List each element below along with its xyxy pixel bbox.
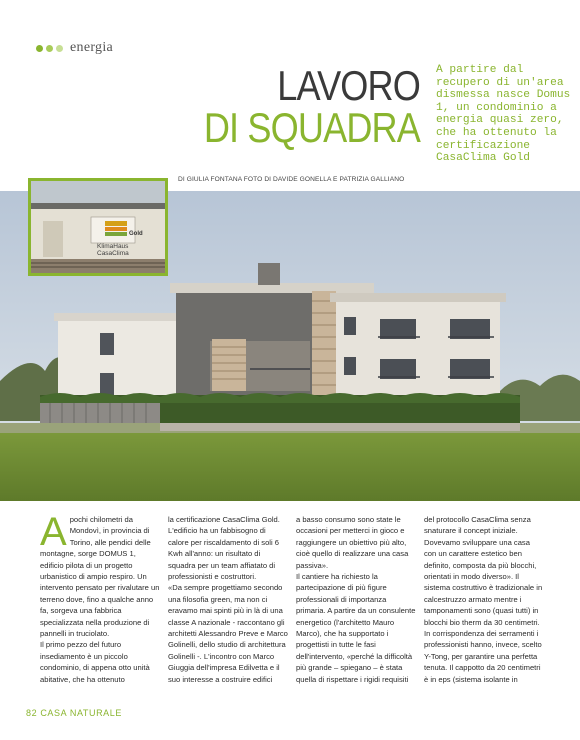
paragraph: a basso consumo sono state le occasioni per metterci in gioco e raggiungere un obiettivo più alto, cioè quello di realizzare una casa passiva».	[296, 515, 409, 570]
bullet-dot-icon	[46, 45, 53, 52]
section-label: energia	[70, 40, 114, 55]
certification-sign-illustration	[31, 181, 165, 273]
title-line-1: LAVORO	[277, 62, 420, 109]
section-label-row	[36, 40, 113, 56]
text-column-2	[168, 514, 288, 685]
subtitle: A partire dal recupero di un'area dismessa nasce Domus 1, un condominio a energia quasi zero, che ha ottenuto la certificazione CasaClima Gold	[436, 64, 571, 165]
sign-gold-label: Gold	[129, 231, 143, 237]
paragraph: del protocollo CasaClima senza snaturare il concept iniziale. Dovevamo sviluppare una casa con un carattere estetico ben definito, composta da più blocchi, orientati in modo diverso». Il sistema costruttivo è tradizionale in calcestruzzo armato mentre i tamponamenti sono (quasi tutti) in blocchi bio therm da 30 centimetri. In corrispondenza dei serramenti i professionisti hanno, invece, scelto Y-Tong, per garantire una perfetta tenuta. Il cappotto da 20 centimetri è in eps (sistema isolante in	[424, 515, 543, 684]
bullet-dot-icon	[56, 45, 63, 52]
bullet-dot-icon	[36, 45, 43, 52]
inset-photo	[28, 178, 168, 276]
title-line-2: DI SQUADRA	[203, 104, 420, 151]
paragraph: Il cantiere ha richiesto la partecipazione di più figure professionali di importanza primaria. A partire da un consulente energetico (l'architetto Mauro Marco), che ha supportato i progettisti in tutte le fasi dell'intervento, «perché la difficoltà più grande – spiegano – è stata quella di rispettare i rigidi requisiti	[296, 572, 416, 684]
page-number: 82	[26, 708, 38, 718]
drop-cap: A	[40, 510, 67, 554]
sign-brand-line-1: KlimaHaus	[97, 243, 129, 250]
paragraph: Il primo pezzo del futuro insediamento è un piccolo condominio, di appena otto unità abitative, che ha ottenuto	[40, 640, 150, 684]
paragraph: la certificazione CasaClima Gold. L'edificio ha un fabbisogno di calore per riscaldamento di soli 6 Kwh all'anno: un risultato di squadra per un team affiatato di professionisti e costruttori.	[168, 515, 280, 582]
sign-brand	[97, 243, 129, 257]
text-column-4	[424, 514, 544, 685]
byline: DI GIULIA FONTANA FOTO DI DAVIDE GONELLA E PATRIZIA GALLIANO	[178, 176, 405, 183]
magazine-name: CASA NATURALE	[40, 708, 122, 718]
paragraph: «Da sempre progettiamo secondo una filosofia green, ma non ci eravamo mai spinti più in là di una classe A nazionale - raccontano gli architetti Alessandro Preve e Marco Golinelli, dello studio di architettura Golinelli -. L'incontro con Marco Giuggia dell'impresa Edilvetta e il suo interesse a costruire edifici	[168, 583, 288, 684]
sign-brand-line-2: CasaClima	[97, 250, 129, 257]
text-column-1	[40, 510, 160, 685]
paragraph: pochi chilometri da Mondovì, in provincia di Torino, alle pendici delle montagne, sorge DOMUS 1, edificio pilota di un progetto urbanistico di ampio respiro. Un intervento pensato per rivalutare un terreno dove, fino a qualche anno fa, sorgeva una fabbrica specializzata nella produzione di pannelli in truciolato.	[40, 515, 160, 639]
text-column-3	[296, 514, 416, 685]
page-footer	[26, 708, 122, 718]
